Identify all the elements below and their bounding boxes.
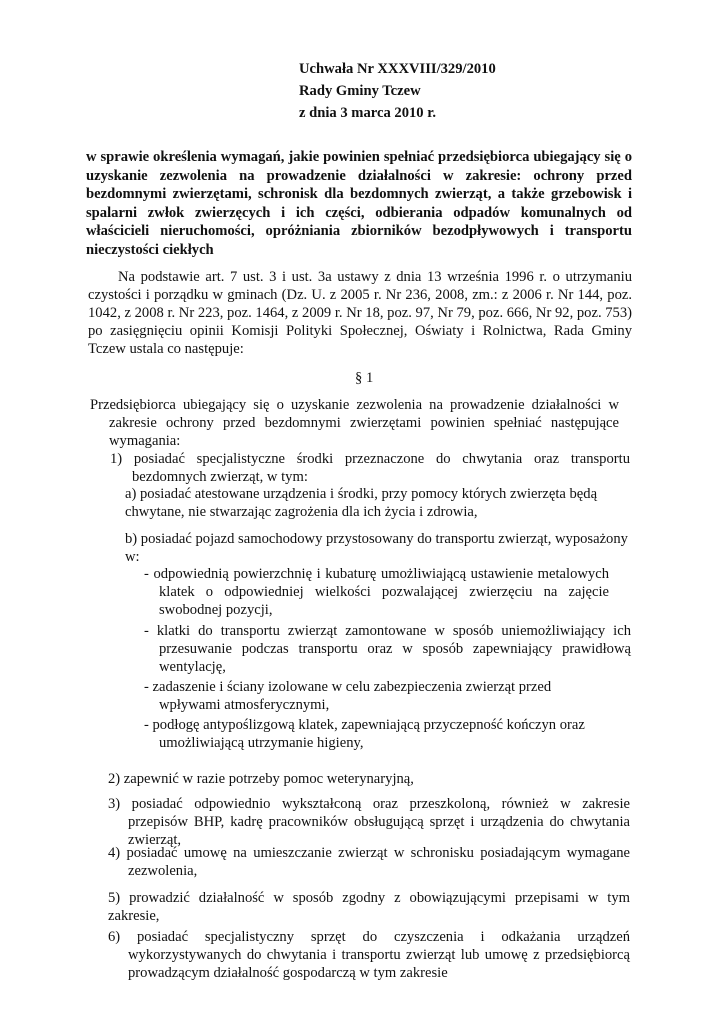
section-intro: Przedsiębiorca ubiegający się o uzyskanie zezwolenia na prowadzenie działalności w zakresie ochrony przed bezdomnymi zwierzętami powinien spełniać następujące wymagania: — [90, 397, 619, 449]
resolution-number: Uchwała Nr XXXVIII/329/2010 — [299, 61, 496, 77]
resolution-subject: w sprawie określenia wymagań, jakie powinien spełniać przedsiębiorca ubiegający się o uzyskanie zezwolenia na prowadzenie działalności w zakresie: ochrony przed bezdomnymi zwierzętami, schronisk dla bezdomnych zwierząt, a także grzebowisk i spalarni zwłok zwierzęcych i ich części, odbierania odpadów komunalnych od właścicieli nieruchomości, opróżniania zbiorników bezodpływowych i transportu nieczystości ciekłych — [86, 149, 632, 258]
requirement-item-5: 5) prowadzić działalność w sposób zgodny z obowiązującymi przepisami w tym zakresie, — [108, 890, 630, 924]
council-name: Rady Gminy Tczew — [299, 83, 421, 99]
resolution-date: z dnia 3 marca 2010 r. — [299, 105, 437, 121]
requirement-item-1: 1) posiadać specjalistyczne środki przeznaczone do chwytania oraz transportu bezdomnych zwierząt, w tym: — [110, 451, 630, 485]
requirement-item-3: 3) posiadać odpowiednio wykształconą oraz przeszkoloną, również w zakresie przepisów BHP, kadrę pracowników obsługującą sprzęt i urządzenia do chwytania zwierząt, — [108, 796, 630, 848]
requirement-item-6: 6) posiadać specjalistyczny sprzęt do czyszczenia i odkażania urządzeń wykorzystywanych do chwytania i transportu zwierząt lub umowę z przedsiębiorcą prowadzącym działalność gospodarczą w tym zakresie — [108, 929, 630, 981]
requirement-item-4: 4) posiadać umowę na umieszczanie zwierząt w schronisku posiadającym wymagane zezwolenia, — [108, 845, 630, 879]
requirement-item-1a: a) posiadać atestowane urządzenia i środki, przy pomocy których zwierzęta będą chwytane, nie stwarzając zagrożenia dla ich życia i zdrowia, — [125, 486, 598, 520]
legal-basis-preamble: Na podstawie art. 7 ust. 3 i ust. 3a ustawy z dnia 13 września 1996 r. o utrzymaniu czystości i porządku w gminach (Dz. U. z 2005 r. Nr 236, 2008, zm.: z 2006 r. Nr 144, poz. 1042, z 2008 r. Nr 223, poz. 1464, z 2009 r. Nr 18, poz. 97, Nr 79, poz. 666, Nr 92, poz. 753) po zasięgnięciu opinii Komisji Polityki Społecznej, Oświaty i Rolnictwa, Rada Gminy Tczew ustala co następuje: — [88, 269, 632, 357]
section-mark: § 1 — [355, 370, 374, 386]
vehicle-requirement-4: - podłogę antypoślizgową klatek, zapewniającą przyczepność kończyn oraz umożliwiającą utrzymanie higieny, — [144, 717, 585, 751]
requirement-item-1b: b) posiadać pojazd samochodowy przystosowany do transportu zwierząt, wyposażony w: — [125, 531, 628, 565]
vehicle-requirement-1: - odpowiednią powierzchnię i kubaturę umożliwiającą ustawienie metalowych klatek o odpowiedniej wielkości pozwalającej zwierzęciu na zajęcie swobodnej pozycji, — [144, 566, 609, 618]
vehicle-requirement-2: - klatki do transportu zwierząt zamontowane w sposób uniemożliwiający ich przesuwanie podczas transportu oraz w sposób zapewniający prawidłową wentylację, — [144, 623, 631, 675]
requirement-item-2: 2) zapewnić w razie potrzeby pomoc weterynaryjną, — [108, 771, 414, 787]
vehicle-requirement-3: - zadaszenie i ściany izolowane w celu zabezpieczenia zwierząt przed wpływami atmosferycznymi, — [144, 679, 552, 713]
